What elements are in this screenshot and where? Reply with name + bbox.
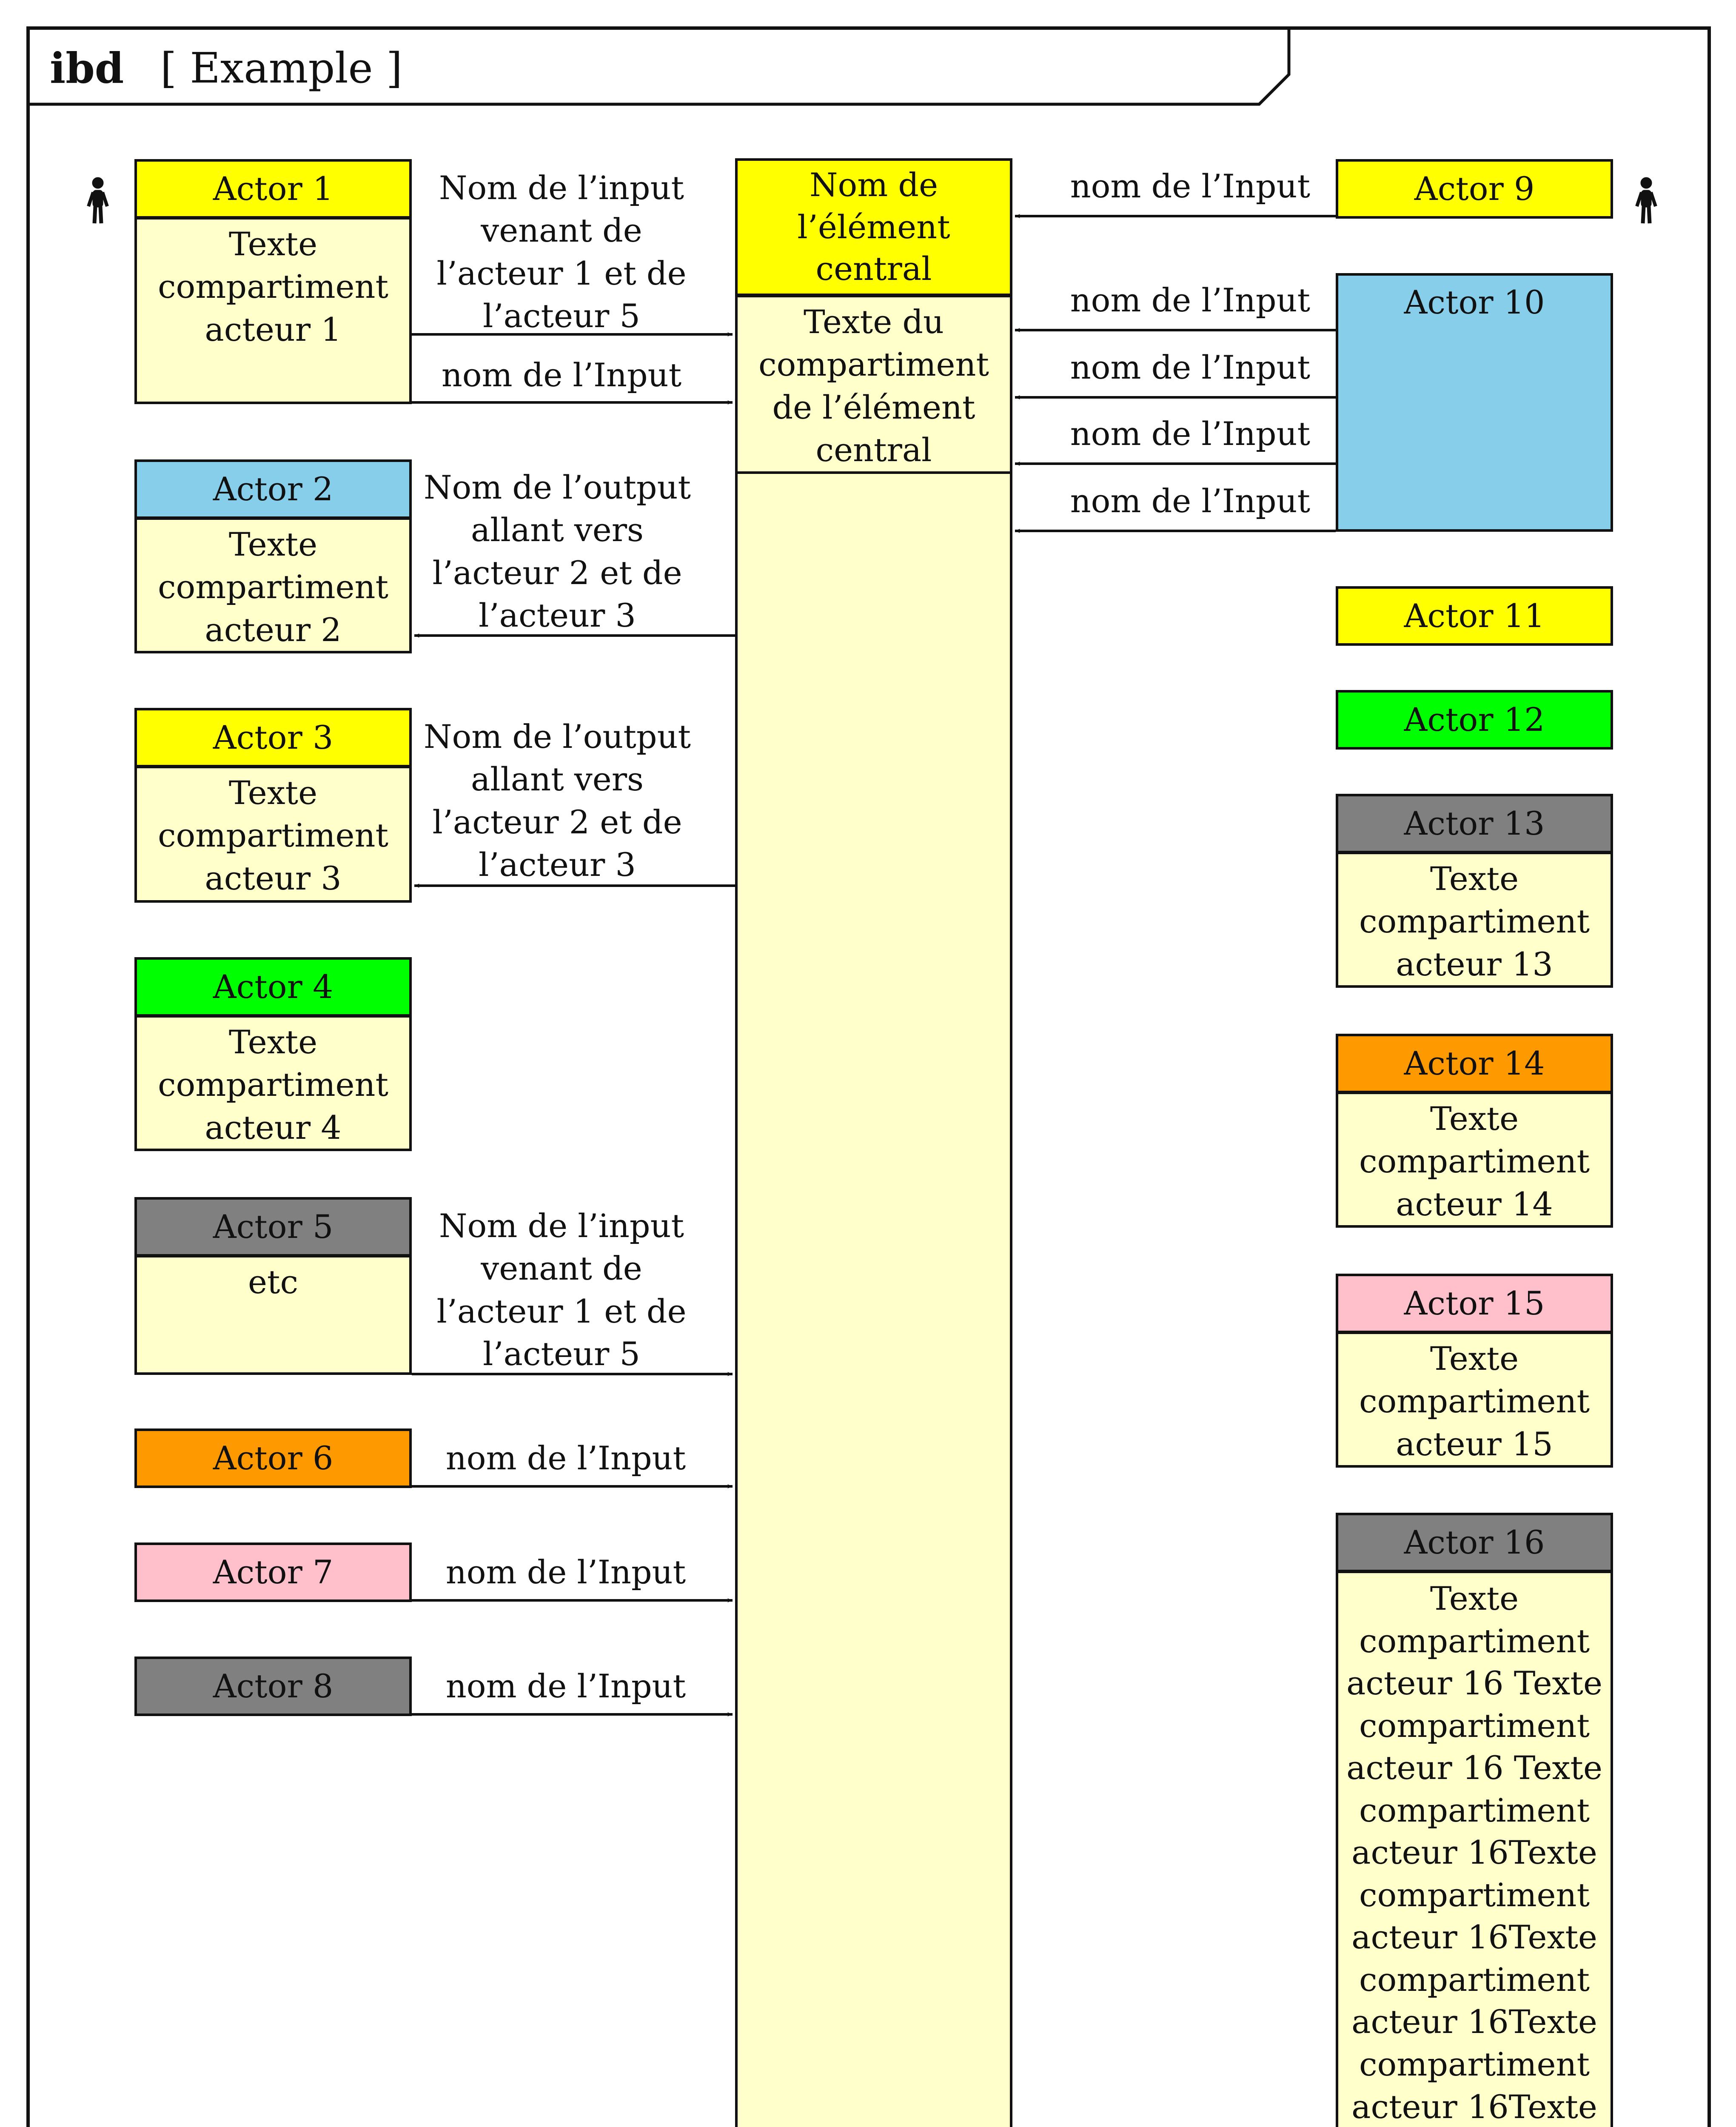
actor-4-header: Actor 4 <box>134 957 412 1017</box>
actor-4-compartment: Texte compartiment acteur 4 <box>134 1015 412 1151</box>
actor-14-header: Actor 14 <box>1336 1034 1613 1093</box>
actor-7-header: Actor 7 <box>134 1543 412 1602</box>
flow-label-input-a10-3: nom de l’Input <box>1070 415 1310 453</box>
actor-1-header: Actor 1 <box>134 159 412 219</box>
flow-label-input-a7: nom de l’Input <box>445 1553 686 1591</box>
actor-16-header: Actor 16 <box>1336 1513 1613 1572</box>
actor-12-header: Actor 12 <box>1336 690 1613 750</box>
flow-label-input-a10-2: nom de l’Input <box>1070 348 1310 386</box>
frame-keyword: ibd <box>50 44 124 93</box>
actor-2-header: Actor 2 <box>134 459 412 519</box>
actor-3-compartment: Texte compartiment acteur 3 <box>134 766 412 903</box>
actor-6-header: Actor 6 <box>134 1428 412 1488</box>
actor-9-header: Actor 9 <box>1336 159 1613 219</box>
flow-label-input-a9: nom de l’Input <box>1070 167 1310 205</box>
flow-label-output-a3: Nom de l’output allant vers l’acteur 2 et de l’acteur 3 <box>423 718 691 884</box>
actor-3-header: Actor 3 <box>134 708 412 767</box>
flow-label-input-a1: nom de l’Input <box>441 356 682 394</box>
actor-8-header: Actor 8 <box>134 1657 412 1716</box>
actor-5-compartment: etc <box>134 1255 412 1375</box>
central-element-header: Nom de l’élément central <box>735 158 1012 296</box>
actor-15-compartment: Texte compartiment acteur 15 <box>1336 1332 1613 1468</box>
frame-name: [ Example ] <box>160 44 403 93</box>
actor-13-compartment: Texte compartiment acteur 13 <box>1336 852 1613 988</box>
flow-label-input-a10-1: nom de l’Input <box>1070 281 1310 319</box>
flow-label-input-a5: Nom de l’input venant de l’acteur 1 et de l’acteur 5 <box>436 1207 687 1373</box>
flow-label-input-a10-4: nom de l’Input <box>1070 482 1310 520</box>
actor-1-compartment: Texte compartiment acteur 1 <box>134 217 412 404</box>
flow-label-input-a6: nom de l’Input <box>445 1439 686 1477</box>
actor-13-header: Actor 13 <box>1336 794 1613 853</box>
flow-label-input-a1-a5-top: Nom de l’input venant de l’acteur 1 et de l’acteur 5 <box>436 169 687 335</box>
actor-15-header: Actor 15 <box>1336 1274 1613 1333</box>
central-element-compartment: Texte du compartiment de l’élément central <box>735 294 1012 474</box>
actor-14-compartment: Texte compartiment acteur 14 <box>1336 1092 1613 1228</box>
actor-16-compartment: Texte compartiment acteur 16 Texte compartiment acteur 16 Texte compartiment acteur 16Texte compartiment acteur 16Texte compartiment acteur 16Texte compartiment acteur 16Texte <box>1336 1571 1613 2127</box>
actor-5-header: Actor 5 <box>134 1197 412 1257</box>
actor-10-header: Actor 10 <box>1404 283 1545 321</box>
flow-label-output-a2: Nom de l’output allant vers l’acteur 2 et de l’acteur 3 <box>423 468 691 634</box>
actor-2-compartment: Texte compartiment acteur 2 <box>134 517 412 653</box>
flow-label-input-a8: nom de l’Input <box>445 1667 686 1705</box>
actor-11-header: Actor 11 <box>1336 586 1613 646</box>
